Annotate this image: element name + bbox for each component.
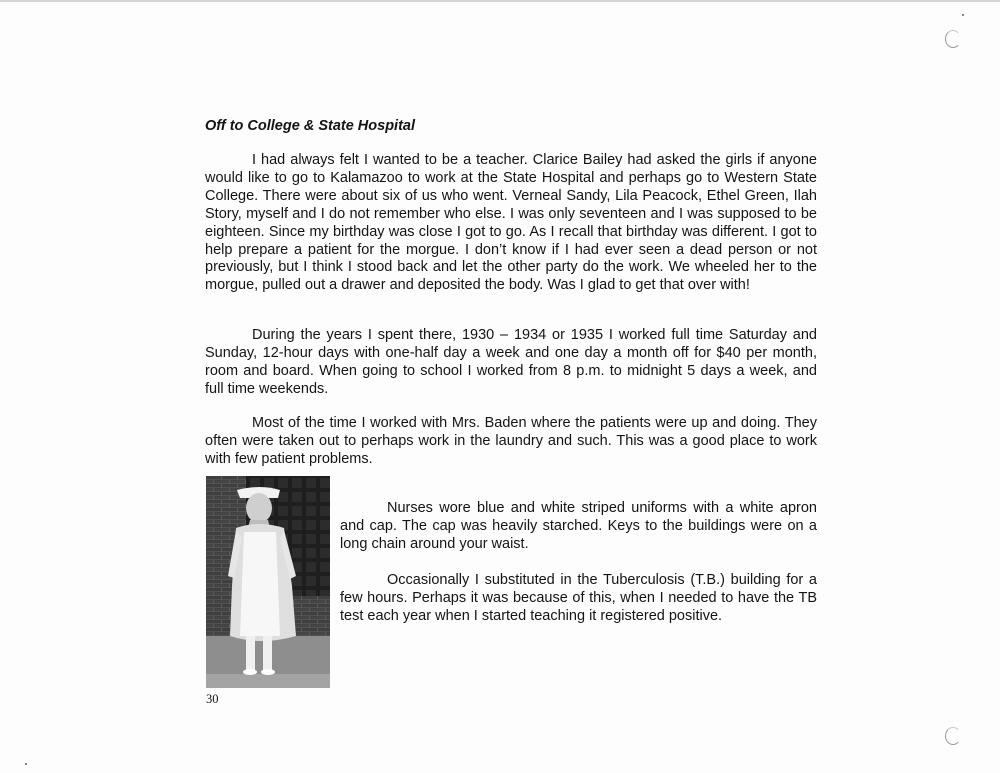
scan-speck <box>962 14 964 16</box>
paragraph-teacher-kalamazoo <box>205 152 817 295</box>
paragraph-text: Occasionally I substituted in the Tuberculosis (T.B.) building for a few hours. Perhaps it was because of this, when I needed to have the TB test each year when I started teaching it registered positive. <box>340 572 817 624</box>
page-number: 30 <box>206 692 219 706</box>
nurse-photo-illustration <box>206 476 330 688</box>
page-top-edge <box>0 0 1000 2</box>
paragraph-tuberculosis <box>340 572 817 626</box>
punch-hole-mark-bottom <box>945 727 961 745</box>
paragraph-uniforms <box>340 500 817 554</box>
paragraph-work-hours <box>205 327 817 399</box>
paragraph-text: Nurses wore blue and white striped uniforms with a white apron and cap. The cap was heavily starched. Keys to the buildings were on a long chain around your waist. <box>340 500 817 552</box>
paragraph-text: Most of the time I worked with Mrs. Baden where the patients were up and doing. They often were taken out to perhaps work in the laundry and such. This was a good place to work with few patient problems. <box>205 415 817 467</box>
paragraph-text: I had always felt I wanted to be a teacher. Clarice Bailey had asked the girls if anyone would like to go to Kalamazoo to work at the State Hospital and perhaps go to Western State College. There were about six of us who went. Verneal Sandy, Lila Peacock, Ethel Green, Ilah Story, myself and I do not remember who else. I was only seventeen and I was supposed to be eighteen. Since my birthday was close I got to go. As I recall that birthday was different. I got to help prepare a patient for the morgue. I don’t know if I had ever seen a dead person or not previously, but I think I stood back and let the other party do the work. We wheeled her to the morgue, pulled out a drawer and deposited the body. Was I glad to get that over with! <box>205 152 817 294</box>
paragraph-text: During the years I spent there, 1930 – 1934 or 1935 I worked full time Saturday and Sunday, 12-hour days with one-half day a week and one day a month off for $40 per month, room and board. When going to school I worked from 8 p.m. to midnight 5 days a week, and full time weekends. <box>205 327 817 397</box>
nurse-photograph <box>206 476 330 688</box>
scan-speck <box>25 763 27 765</box>
paragraph-mrs-baden <box>205 415 817 469</box>
punch-hole-mark-top <box>945 30 961 48</box>
section-title: Off to College & State Hospital <box>205 118 416 134</box>
